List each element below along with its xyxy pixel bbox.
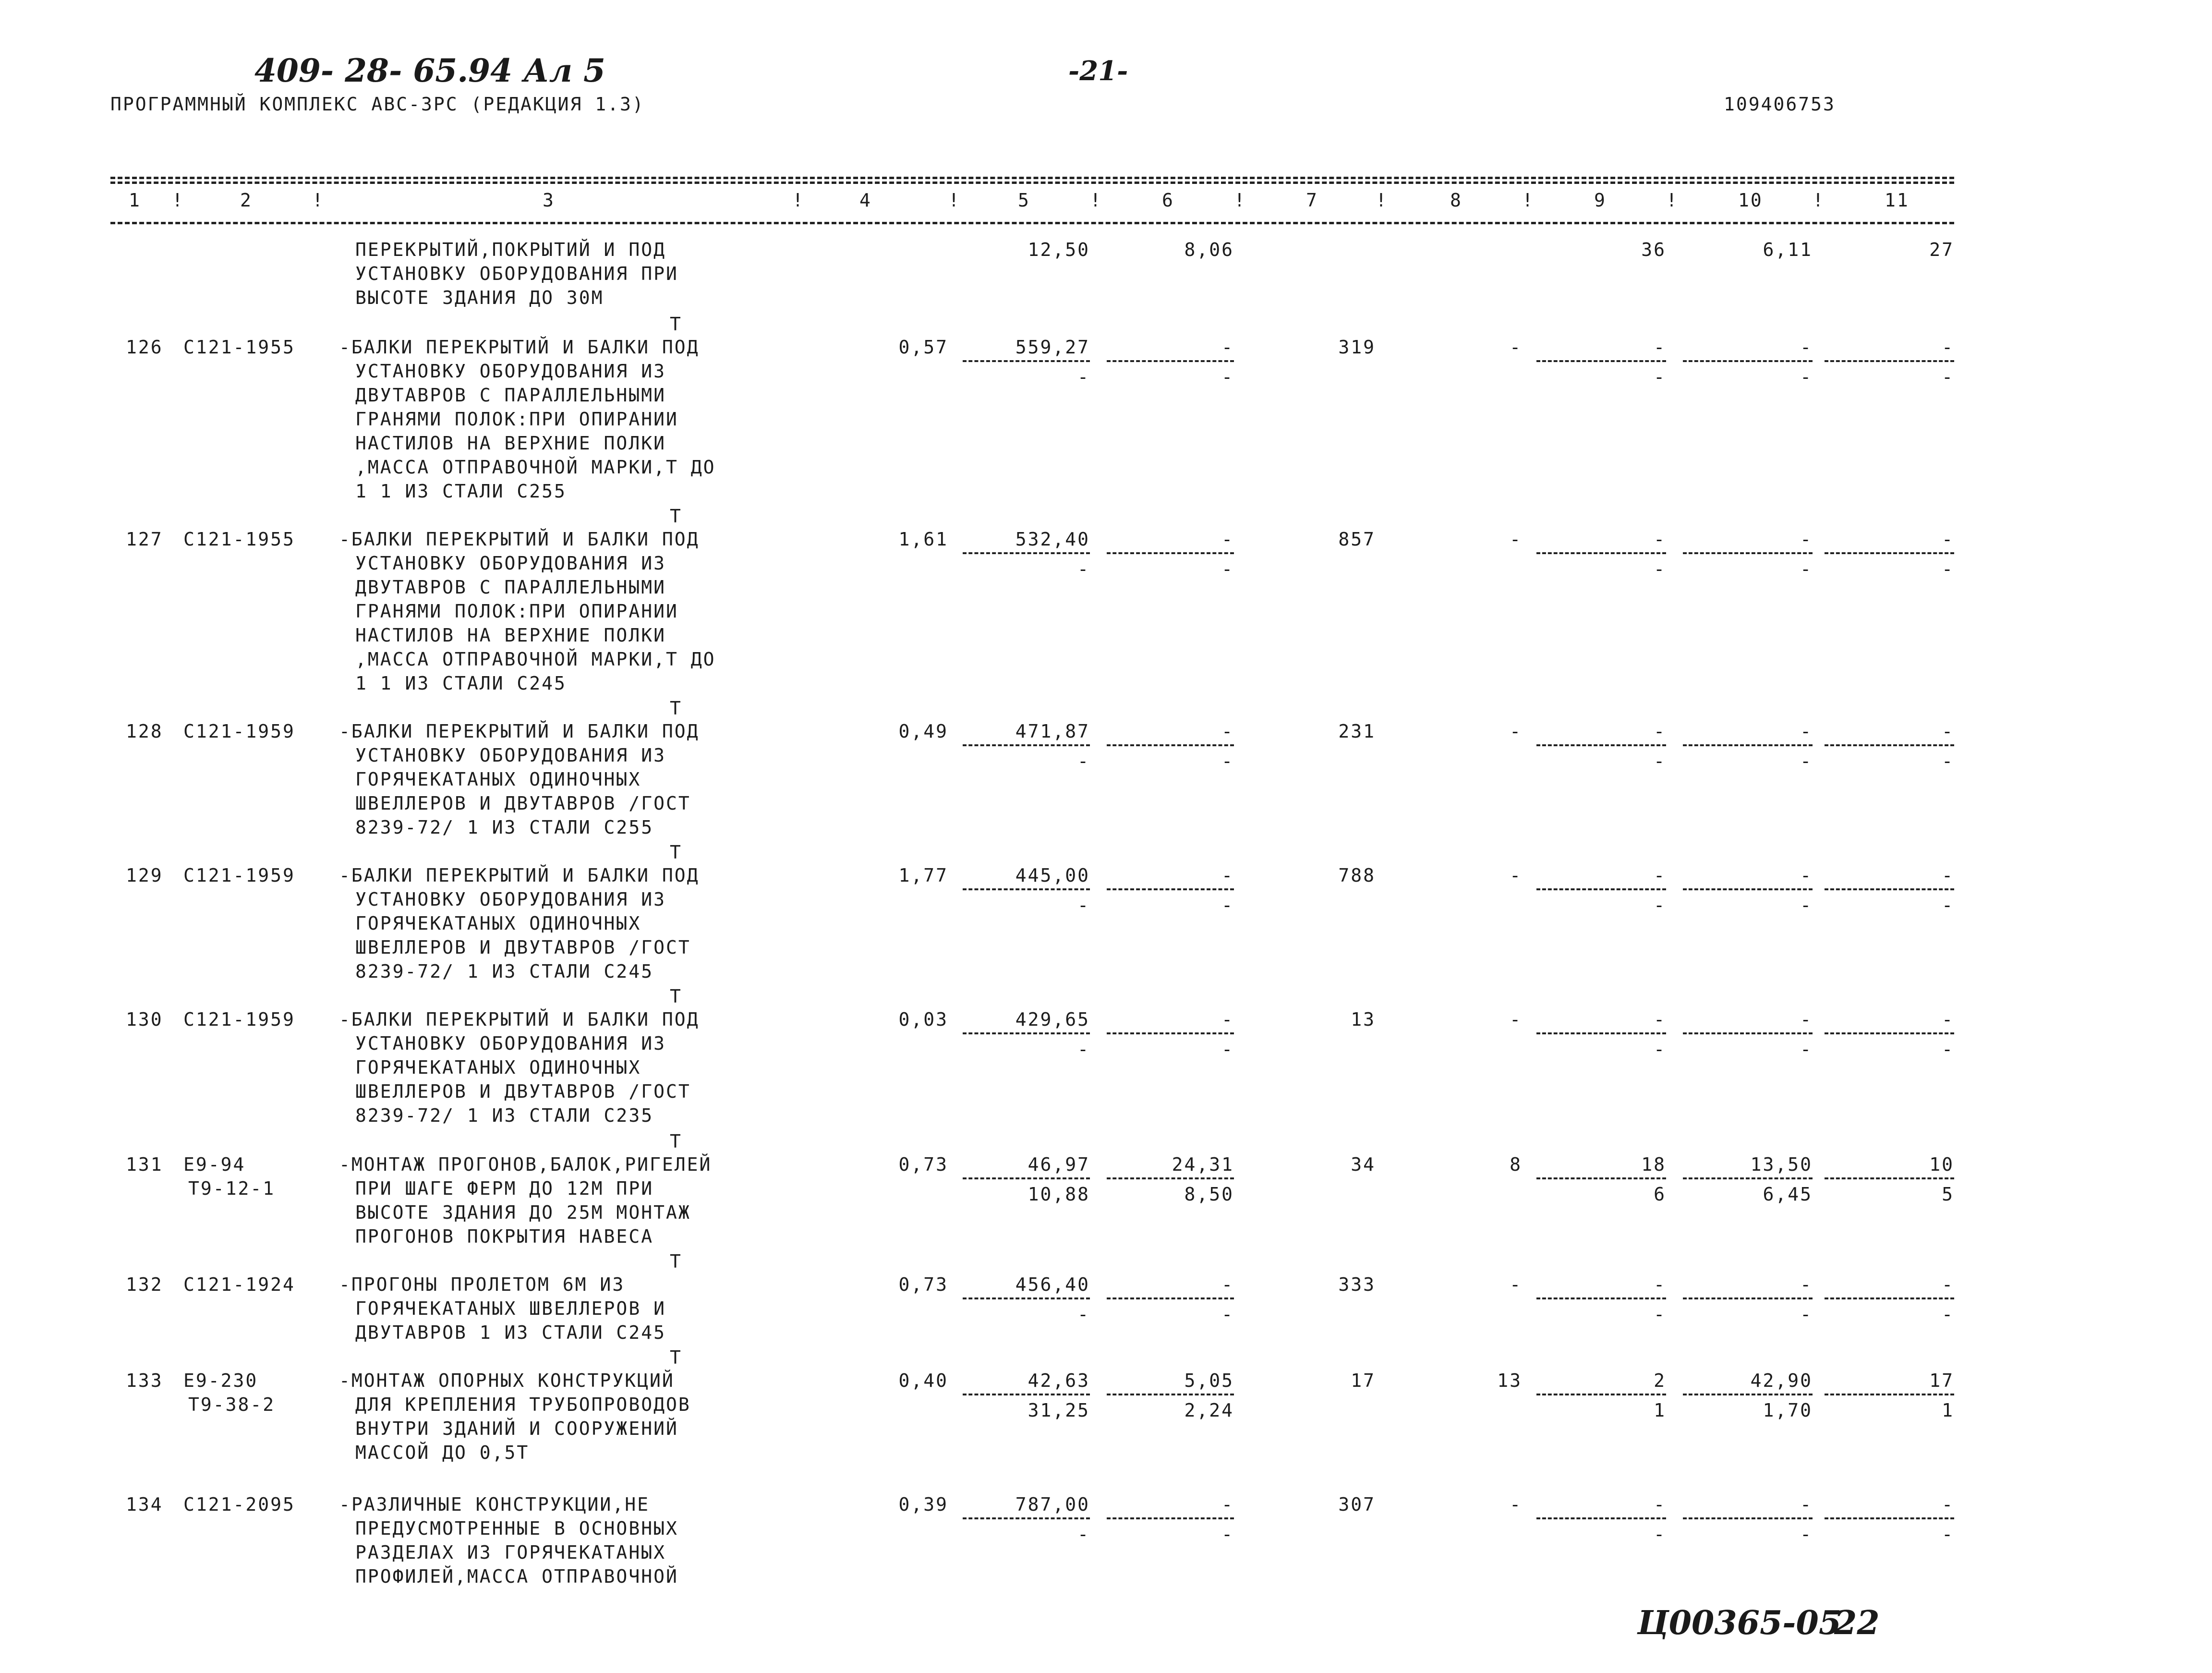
description-line: 1 1 ИЗ СТАЛИ С255 xyxy=(355,481,567,502)
value-underline xyxy=(963,1032,1090,1034)
value-underline xyxy=(1536,1394,1666,1395)
column-number: 6 xyxy=(1162,190,1174,211)
value-b10: 1,70 xyxy=(1763,1400,1813,1421)
description-line: ДЛЯ КРЕПЛЕНИЯ ТРУБОПРОВОДОВ xyxy=(355,1394,691,1415)
norm-code-secondary: Т9-12-1 xyxy=(188,1178,276,1199)
description-line: ГОРЯЧЕКАТАНЫХ ШВЕЛЛЕРОВ И xyxy=(355,1298,666,1319)
sheet-number: 22 xyxy=(1834,1604,1880,1642)
value-b5: - xyxy=(1077,1304,1090,1325)
value-c8: - xyxy=(1510,337,1522,358)
value-c8: 8 xyxy=(1510,1154,1522,1175)
description-line: -МОНТАЖ ОПОРНЫХ КОНСТРУКЦИЙ xyxy=(339,1370,675,1391)
column-number: 11 xyxy=(1885,190,1910,211)
value-b6: - xyxy=(1221,1039,1234,1060)
value-c11: - xyxy=(1942,529,1954,550)
value-b10: - xyxy=(1800,1524,1813,1545)
value-c11: - xyxy=(1942,1494,1954,1515)
description-line: МАССОЙ ДО 0,5Т xyxy=(355,1442,530,1463)
value-underline xyxy=(1107,1517,1234,1519)
column-separator: ! xyxy=(312,190,325,211)
description-line: -БАЛКИ ПЕРЕКРЫТИЙ И БАЛКИ ПОД xyxy=(339,865,700,886)
norm-code: С121-1955 xyxy=(183,529,295,550)
description-line: ГОРЯЧЕКАТАНЫХ ОДИНОЧНЫХ xyxy=(355,1057,641,1078)
description-line: ДВУТАВРОВ 1 ИЗ СТАЛИ С245 xyxy=(355,1322,666,1343)
value-b6: 2,24 xyxy=(1184,1400,1234,1421)
value-underline xyxy=(1825,1032,1954,1034)
description-line: ПРИ ШАГЕ ФЕРМ ДО 12М ПРИ xyxy=(355,1178,654,1199)
value-b10: - xyxy=(1800,895,1813,916)
carry-c6: 8,06 xyxy=(1184,239,1234,260)
description-line: ДВУТАВРОВ С ПАРАЛЛЕЛЬНЫМИ xyxy=(355,577,666,598)
value-c5: 42,63 xyxy=(1027,1370,1090,1391)
value-underline xyxy=(1536,360,1666,362)
description-line: УСТАНОВКУ ОБОРУДОВАНИЯ ИЗ xyxy=(355,745,666,766)
value-underline xyxy=(963,360,1090,362)
column-separator: ! xyxy=(1376,190,1388,211)
page-mark: -21- xyxy=(1068,55,1128,87)
value-c4: 1,77 xyxy=(898,865,948,886)
value-c6: 24,31 xyxy=(1172,1154,1234,1175)
value-underline xyxy=(963,1394,1090,1395)
value-c4: 0,73 xyxy=(898,1274,948,1295)
value-underline xyxy=(963,552,1090,554)
unit-label: Т xyxy=(670,1347,682,1368)
value-b11: - xyxy=(1942,1039,1954,1060)
value-underline xyxy=(1825,552,1954,554)
value-b6: 8,50 xyxy=(1184,1184,1234,1205)
value-c8: - xyxy=(1510,529,1522,550)
value-b11: - xyxy=(1942,751,1954,772)
unit-label: Т xyxy=(670,506,682,527)
value-underline xyxy=(1683,1032,1813,1034)
description-line: ШВЕЛЛЕРОВ И ДВУТАВРОВ /ГОСТ xyxy=(355,793,691,814)
description-line: УСТАНОВКУ ОБОРУДОВАНИЯ ИЗ xyxy=(355,553,666,574)
value-b5: - xyxy=(1077,1039,1090,1060)
value-b5: - xyxy=(1077,1524,1090,1545)
value-b10: - xyxy=(1800,1304,1813,1325)
description-line: 1 1 ИЗ СТАЛИ С245 xyxy=(355,673,567,694)
value-c4: 0,57 xyxy=(898,337,948,358)
header-rule-bottom xyxy=(110,222,1954,224)
carry-description-line: УСТАНОВКУ ОБОРУДОВАНИЯ ПРИ xyxy=(355,263,678,284)
value-underline xyxy=(963,1517,1090,1519)
norm-code: Е9-94 xyxy=(183,1154,246,1175)
value-c7: 34 xyxy=(1351,1154,1376,1175)
unit-label: Т xyxy=(670,314,682,335)
value-c8: - xyxy=(1510,1494,1522,1515)
value-b11: - xyxy=(1942,1304,1954,1325)
column-separator: ! xyxy=(1234,190,1246,211)
norm-code: С121-1959 xyxy=(183,721,295,742)
value-b9: - xyxy=(1654,1304,1666,1325)
value-c8: 13 xyxy=(1497,1370,1522,1391)
value-c10: - xyxy=(1800,1009,1813,1030)
value-c5: 429,65 xyxy=(1015,1009,1090,1030)
value-b9: 6 xyxy=(1654,1184,1666,1205)
column-number: 10 xyxy=(1738,190,1763,211)
value-underline xyxy=(1825,888,1954,890)
value-underline xyxy=(1107,888,1234,890)
unit-label: Т xyxy=(670,842,682,863)
value-c9: 18 xyxy=(1641,1154,1666,1175)
value-underline xyxy=(1107,1177,1234,1179)
description-line: ШВЕЛЛЕРОВ И ДВУТАВРОВ /ГОСТ xyxy=(355,937,691,958)
value-b11: 1 xyxy=(1942,1400,1954,1421)
value-c10: - xyxy=(1800,1274,1813,1295)
value-underline xyxy=(963,888,1090,890)
description-line: ГОРЯЧЕКАТАНЫХ ОДИНОЧНЫХ xyxy=(355,769,641,790)
column-number: 8 xyxy=(1450,190,1463,211)
value-c7: 307 xyxy=(1338,1494,1376,1515)
value-c11: 17 xyxy=(1929,1370,1954,1391)
value-c10: 42,90 xyxy=(1750,1370,1813,1391)
column-number: 4 xyxy=(859,190,872,211)
carry-c5: 12,50 xyxy=(1027,239,1090,260)
row-number: 128 xyxy=(126,721,163,742)
value-c5: 787,00 xyxy=(1015,1494,1090,1515)
stamp-number: Ц00365-05 xyxy=(1637,1604,1842,1642)
value-c5: 46,97 xyxy=(1027,1154,1090,1175)
value-c9: - xyxy=(1654,1274,1666,1295)
carry-c10: 6,11 xyxy=(1763,239,1813,260)
value-b5: - xyxy=(1077,366,1090,388)
program-title: ПРОГРАММНЫЙ КОМПЛЕКС АВС-3РС (РЕДАКЦИЯ 1.3) xyxy=(110,94,645,115)
value-c8: - xyxy=(1510,721,1522,742)
value-b11: - xyxy=(1942,1524,1954,1545)
value-underline xyxy=(1825,1297,1954,1299)
value-underline xyxy=(1683,744,1813,746)
document-reference: 409- 28- 65.94 Ал 5 xyxy=(254,52,605,89)
carry-description-line: ВЫСОТЕ ЗДАНИЯ ДО 30М xyxy=(355,287,604,308)
value-c10: - xyxy=(1800,529,1813,550)
carry-c11: 27 xyxy=(1929,239,1954,260)
value-underline xyxy=(1683,888,1813,890)
value-c10: - xyxy=(1800,721,1813,742)
value-underline xyxy=(1536,744,1666,746)
description-line: ,МАССА ОТПРАВОЧНОЙ МАРКИ,Т ДО xyxy=(355,457,716,478)
value-c10: - xyxy=(1800,1494,1813,1515)
value-b9: - xyxy=(1654,1039,1666,1060)
value-c5: 445,00 xyxy=(1015,865,1090,886)
value-underline xyxy=(1536,552,1666,554)
value-underline xyxy=(1107,744,1234,746)
value-c11: - xyxy=(1942,865,1954,886)
description-line: НАСТИЛОВ НА ВЕРХНИЕ ПОЛКИ xyxy=(355,625,666,646)
document-code: 109406753 xyxy=(1724,94,1836,115)
value-c8: - xyxy=(1510,1009,1522,1030)
value-c11: 10 xyxy=(1929,1154,1954,1175)
value-c9: 2 xyxy=(1654,1370,1666,1391)
description-line: -МОНТАЖ ПРОГОНОВ,БАЛОК,РИГЕЛЕЙ xyxy=(339,1154,712,1175)
unit-label: Т xyxy=(670,698,682,719)
row-number: 130 xyxy=(126,1009,163,1030)
value-b11: 5 xyxy=(1942,1184,1954,1205)
value-b10: 6,45 xyxy=(1763,1184,1813,1205)
value-underline xyxy=(1683,360,1813,362)
description-line: ДВУТАВРОВ С ПАРАЛЛЕЛЬНЫМИ xyxy=(355,385,666,406)
value-b9: - xyxy=(1654,1524,1666,1545)
value-b6: - xyxy=(1221,558,1234,580)
value-underline xyxy=(1825,1394,1954,1395)
value-c8: - xyxy=(1510,865,1522,886)
unit-label: Т xyxy=(670,986,682,1007)
carry-c9: 36 xyxy=(1641,239,1666,260)
description-line: ПРОГОНОВ ПОКРЫТИЯ НАВЕСА xyxy=(355,1226,654,1247)
value-b9: 1 xyxy=(1654,1400,1666,1421)
value-c6: - xyxy=(1221,1009,1234,1030)
value-c11: - xyxy=(1942,721,1954,742)
value-underline xyxy=(1825,744,1954,746)
value-underline xyxy=(1536,1032,1666,1034)
description-line: 8239-72/ 1 ИЗ СТАЛИ С235 xyxy=(355,1105,654,1126)
description-line: -БАЛКИ ПЕРЕКРЫТИЙ И БАЛКИ ПОД xyxy=(339,529,700,550)
value-b10: - xyxy=(1800,366,1813,388)
description-line: ГРАНЯМИ ПОЛОК:ПРИ ОПИРАНИИ xyxy=(355,601,678,622)
description-line: -БАЛКИ ПЕРЕКРЫТИЙ И БАЛКИ ПОД xyxy=(339,337,700,358)
norm-code-secondary: Т9-38-2 xyxy=(188,1394,276,1415)
norm-code: С121-1955 xyxy=(183,337,295,358)
description-line: 8239-72/ 1 ИЗ СТАЛИ С255 xyxy=(355,817,654,838)
description-line: -БАЛКИ ПЕРЕКРЫТИЙ И БАЛКИ ПОД xyxy=(339,721,700,742)
value-c10: - xyxy=(1800,337,1813,358)
value-underline xyxy=(1536,1177,1666,1179)
description-line: УСТАНОВКУ ОБОРУДОВАНИЯ ИЗ xyxy=(355,361,666,382)
row-number: 127 xyxy=(126,529,163,550)
value-underline xyxy=(1107,1297,1234,1299)
value-c9: - xyxy=(1654,1009,1666,1030)
row-number: 132 xyxy=(126,1274,163,1295)
row-number: 129 xyxy=(126,865,163,886)
value-c7: 231 xyxy=(1338,721,1376,742)
value-b9: - xyxy=(1654,558,1666,580)
value-c10: - xyxy=(1800,865,1813,886)
description-line: РАЗДЕЛАХ ИЗ ГОРЯЧЕКАТАНЫХ xyxy=(355,1542,666,1563)
row-number: 134 xyxy=(126,1494,163,1515)
value-c11: - xyxy=(1942,1009,1954,1030)
value-c7: 788 xyxy=(1338,865,1376,886)
value-c5: 456,40 xyxy=(1015,1274,1090,1295)
row-number: 133 xyxy=(126,1370,163,1391)
value-c9: - xyxy=(1654,865,1666,886)
value-underline xyxy=(1536,1297,1666,1299)
value-c4: 0,03 xyxy=(898,1009,948,1030)
value-b10: - xyxy=(1800,558,1813,580)
norm-code: С121-2095 xyxy=(183,1494,295,1515)
value-underline xyxy=(963,1177,1090,1179)
value-c7: 857 xyxy=(1338,529,1376,550)
value-c6: - xyxy=(1221,1494,1234,1515)
value-c4: 0,49 xyxy=(898,721,948,742)
row-number: 126 xyxy=(126,337,163,358)
unit-label: Т xyxy=(670,1131,682,1152)
column-number: 7 xyxy=(1306,190,1318,211)
column-separator: ! xyxy=(1522,190,1535,211)
description-line: ВЫСОТЕ ЗДАНИЯ ДО 25М МОНТАЖ xyxy=(355,1202,691,1223)
description-line: УСТАНОВКУ ОБОРУДОВАНИЯ ИЗ xyxy=(355,1033,666,1054)
value-underline xyxy=(1825,1177,1954,1179)
row-number: 131 xyxy=(126,1154,163,1175)
value-b10: - xyxy=(1800,751,1813,772)
value-underline xyxy=(1825,360,1954,362)
value-c6: - xyxy=(1221,865,1234,886)
column-separator: ! xyxy=(792,190,805,211)
carry-description-line: ПЕРЕКРЫТИЙ,ПОКРЫТИЙ И ПОД xyxy=(355,239,666,260)
value-b5: 31,25 xyxy=(1027,1400,1090,1421)
value-c6: - xyxy=(1221,1274,1234,1295)
value-c4: 1,61 xyxy=(898,529,948,550)
column-number: 9 xyxy=(1594,190,1607,211)
description-line: ГРАНЯМИ ПОЛОК:ПРИ ОПИРАНИИ xyxy=(355,409,678,430)
value-c9: - xyxy=(1654,529,1666,550)
value-b11: - xyxy=(1942,366,1954,388)
value-b5: - xyxy=(1077,558,1090,580)
value-b5: - xyxy=(1077,751,1090,772)
value-b11: - xyxy=(1942,558,1954,580)
unit-label: Т xyxy=(670,1251,682,1272)
value-underline xyxy=(1683,1177,1813,1179)
value-b9: - xyxy=(1654,895,1666,916)
norm-code: Е9-230 xyxy=(183,1370,258,1391)
description-line: ПРОФИЛЕЙ,МАССА ОТПРАВОЧНОЙ xyxy=(355,1566,678,1587)
description-line: -РАЗЛИЧНЫЕ КОНСТРУКЦИИ,НЕ xyxy=(339,1494,650,1515)
value-b6: - xyxy=(1221,1524,1234,1545)
value-c4: 0,39 xyxy=(898,1494,948,1515)
column-number: 5 xyxy=(1018,190,1030,211)
value-underline xyxy=(1536,888,1666,890)
description-line: ,МАССА ОТПРАВОЧНОЙ МАРКИ,Т ДО xyxy=(355,649,716,670)
norm-code: С121-1959 xyxy=(183,1009,295,1030)
column-separator: ! xyxy=(172,190,184,211)
value-b9: - xyxy=(1654,751,1666,772)
value-underline xyxy=(1683,1297,1813,1299)
value-c7: 333 xyxy=(1338,1274,1376,1295)
value-c4: 0,40 xyxy=(898,1370,948,1391)
value-underline xyxy=(1107,552,1234,554)
value-b5: 10,88 xyxy=(1027,1184,1090,1205)
value-c4: 0,73 xyxy=(898,1154,948,1175)
description-line: 8239-72/ 1 ИЗ СТАЛИ С245 xyxy=(355,961,654,982)
value-c5: 559,27 xyxy=(1015,337,1090,358)
description-line: УСТАНОВКУ ОБОРУДОВАНИЯ ИЗ xyxy=(355,889,666,910)
value-underline xyxy=(1107,1394,1234,1395)
value-c9: - xyxy=(1654,721,1666,742)
value-underline xyxy=(1825,1517,1954,1519)
value-c8: - xyxy=(1510,1274,1522,1295)
header-rule-top xyxy=(110,177,1954,179)
value-b10: - xyxy=(1800,1039,1813,1060)
column-number: 1 xyxy=(129,190,141,211)
description-line: НАСТИЛОВ НА ВЕРХНИЕ ПОЛКИ xyxy=(355,433,666,454)
value-c9: - xyxy=(1654,337,1666,358)
value-underline xyxy=(963,744,1090,746)
value-c6: - xyxy=(1221,721,1234,742)
value-b6: - xyxy=(1221,895,1234,916)
value-c7: 13 xyxy=(1351,1009,1376,1030)
value-c6: 5,05 xyxy=(1184,1370,1234,1391)
value-underline xyxy=(1107,1032,1234,1034)
value-b6: - xyxy=(1221,366,1234,388)
column-number: 2 xyxy=(240,190,253,211)
description-line: ГОРЯЧЕКАТАНЫХ ОДИНОЧНЫХ xyxy=(355,913,641,934)
value-c9: - xyxy=(1654,1494,1666,1515)
value-b9: - xyxy=(1654,366,1666,388)
value-underline xyxy=(1107,360,1234,362)
description-line: -ПРОГОНЫ ПРОЛЕТОМ 6М ИЗ xyxy=(339,1274,625,1295)
value-c10: 13,50 xyxy=(1750,1154,1813,1175)
description-line: ПРЕДУСМОТРЕННЫЕ В ОСНОВНЫХ xyxy=(355,1518,678,1539)
value-underline xyxy=(1536,1517,1666,1519)
value-c6: - xyxy=(1221,337,1234,358)
value-underline xyxy=(1683,552,1813,554)
value-underline xyxy=(963,1297,1090,1299)
value-c7: 17 xyxy=(1351,1370,1376,1391)
value-c11: - xyxy=(1942,337,1954,358)
value-c5: 532,40 xyxy=(1015,529,1090,550)
value-underline xyxy=(1683,1394,1813,1395)
value-b6: - xyxy=(1221,751,1234,772)
column-separator: ! xyxy=(1090,190,1102,211)
column-separator: ! xyxy=(1813,190,1825,211)
value-c7: 319 xyxy=(1338,337,1376,358)
description-line: -БАЛКИ ПЕРЕКРЫТИЙ И БАЛКИ ПОД xyxy=(339,1009,700,1030)
norm-code: С121-1924 xyxy=(183,1274,295,1295)
value-b6: - xyxy=(1221,1304,1234,1325)
norm-code: С121-1959 xyxy=(183,865,295,886)
column-separator: ! xyxy=(1666,190,1679,211)
value-c6: - xyxy=(1221,529,1234,550)
value-c11: - xyxy=(1942,1274,1954,1295)
value-b5: - xyxy=(1077,895,1090,916)
column-number: 3 xyxy=(543,190,555,211)
description-line: ШВЕЛЛЕРОВ И ДВУТАВРОВ /ГОСТ xyxy=(355,1081,691,1102)
value-underline xyxy=(1683,1517,1813,1519)
description-line: ВНУТРИ ЗДАНИЙ И СООРУЖЕНИЙ xyxy=(355,1418,678,1439)
value-b11: - xyxy=(1942,895,1954,916)
header-rule-top-2 xyxy=(110,182,1954,184)
column-separator: ! xyxy=(948,190,961,211)
value-c5: 471,87 xyxy=(1015,721,1090,742)
